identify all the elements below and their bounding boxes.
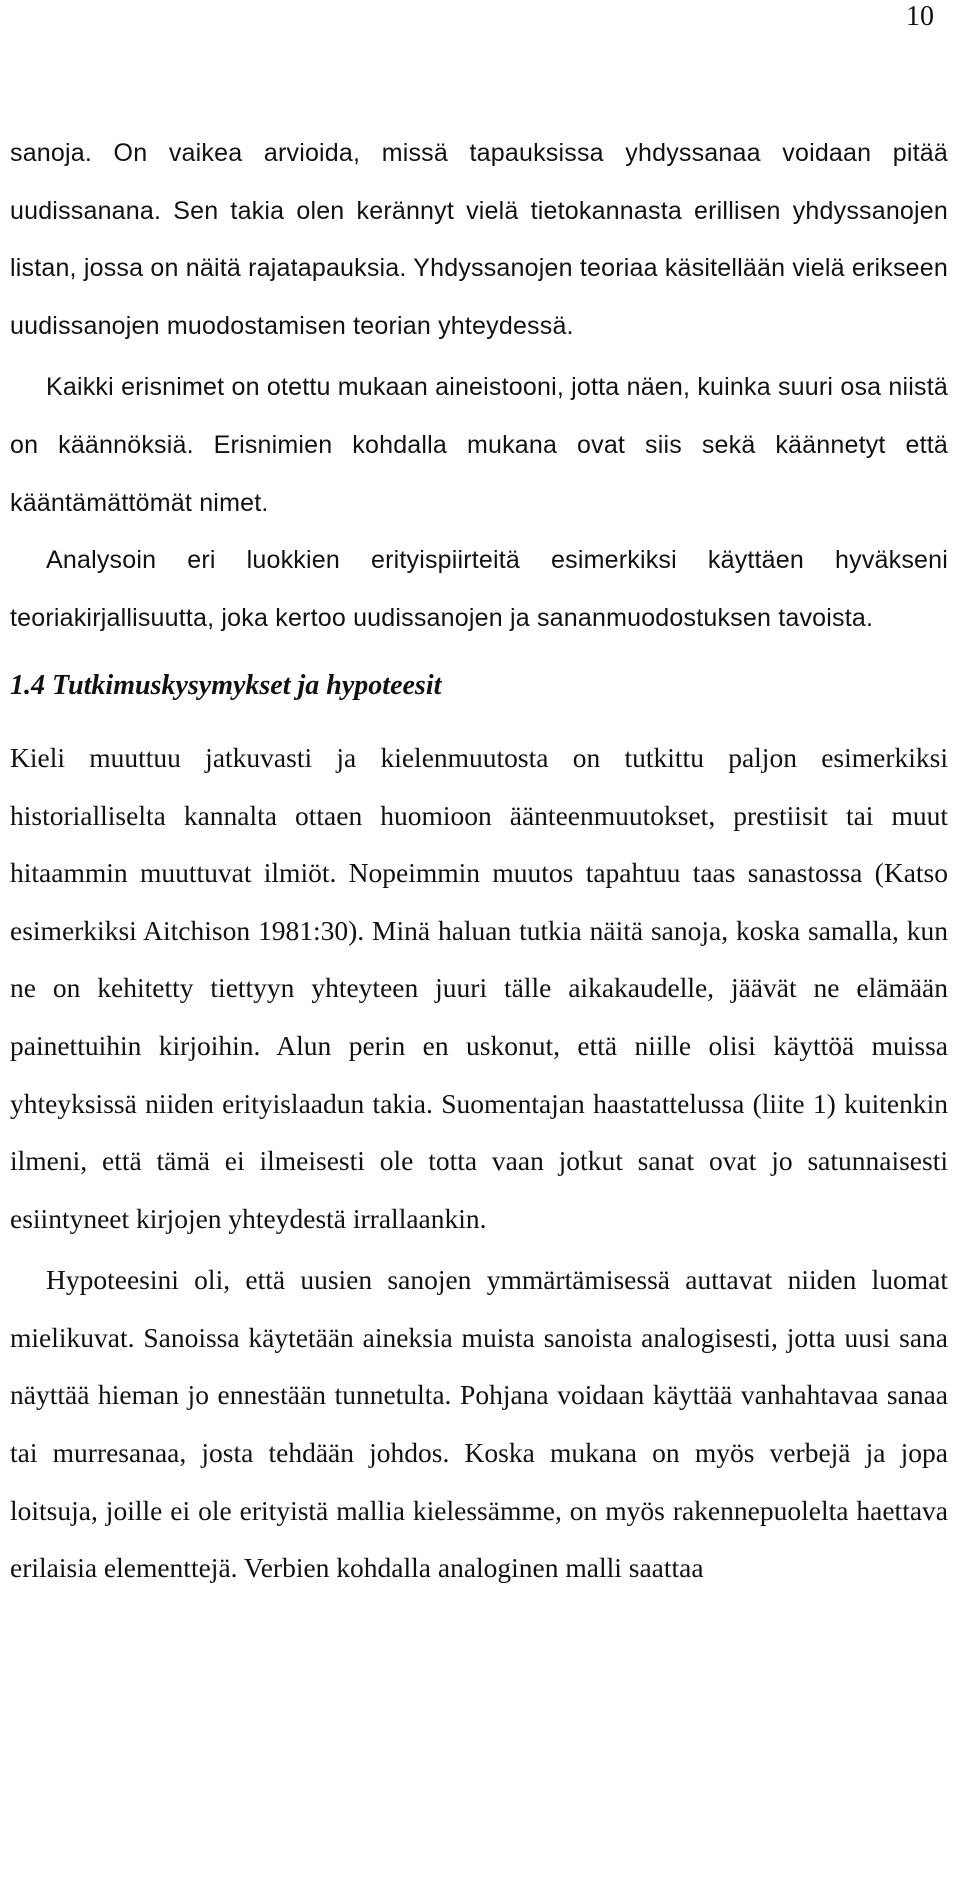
paragraph-continuation: sanoja. On vaikea arvioida, missä tapauksissa yhdyssanaa voidaan pitää uudissanana. Sen takia olen kerännyt vielä tietokannasta erillisen yhdyssanojen listan, jossa on näitä rajatapauksia. Yhdyssanojen teoriaa käsitellään vielä erikseen uudissanojen muodostamisen teorian yhteydessä. [10,139,948,340]
sans-section [10,125,948,647]
paragraph-hypothesis: Hypoteesini oli, että uusien sanojen ymmärtämisessä auttavat niiden luomat mielikuvat. Sanoissa käytetään aineksia muista sanoista analogisesti, jotta uusi sana näyttää hieman jo ennestään tunnetulta. Pohjana voidaan käyttää vanhahtavaa sanaa tai murresanaa, josta tehdään johdos. Koska mukana on myös verbejä ja jopa loitsuja, joille ei ole erityistä mallia kielessämme, on myös rakennepuolelta haettava erilaisia elementtejä. Verbien kohdalla analoginen malli saattaa [10,1264,948,1584]
page-number: 10 [906,1,934,32]
paragraph-proper-names: Kaikki erisnimet on otettu mukaan aineistooni, jotta näen, kuinka suuri osa niistä on käännöksiä. Erisnimien kohdalla mukana ovat siis sekä käännetyt että kääntämättömät nimet. [10,373,948,517]
section-heading: 1.4 Tutkimuskysymykset ja hypoteesit [10,670,442,702]
document-body [10,125,948,1597]
paragraph-analysis: Analysoin eri luokkien erityispiirteitä esimerkiksi käyttäen hyväkseni teoriakirjallisuutta, joka kertoo uudissanojen ja sananmuodostuksen tavoista. [10,546,948,632]
paragraph-research-questions: Kieli muuttuu jatkuvasti ja kielenmuutosta on tutkittu paljon esimerkiksi historialliselta kannalta ottaen huomioon äänteenmuutokset, prestiisit tai muut hitaammin muuttuvat ilmiöt. Nopeimmin muutos tapahtuu taas sanastossa (Katso esimerkiksi Aitchison 1981:30). Minä haluan tutkia näitä sanoja, koska samalla, kun ne on kehitetty tiettyyn yhteyteen juuri tälle aikakaudelle, jäävät ne elämään painettuihin kirjoihin. Alun perin en uskonut, että niille olisi käyttöä muissa yhteyksissä niiden erityislaadun takia. Suomentajan haastattelussa (liite 1) kuitenkin ilmeni, että tämä ei ilmeisesti ole totta vaan jotkut sanat ovat jo satunnaisesti esiintyneet kirjojen yhteydestä irrallaankin. [10,741,948,1234]
